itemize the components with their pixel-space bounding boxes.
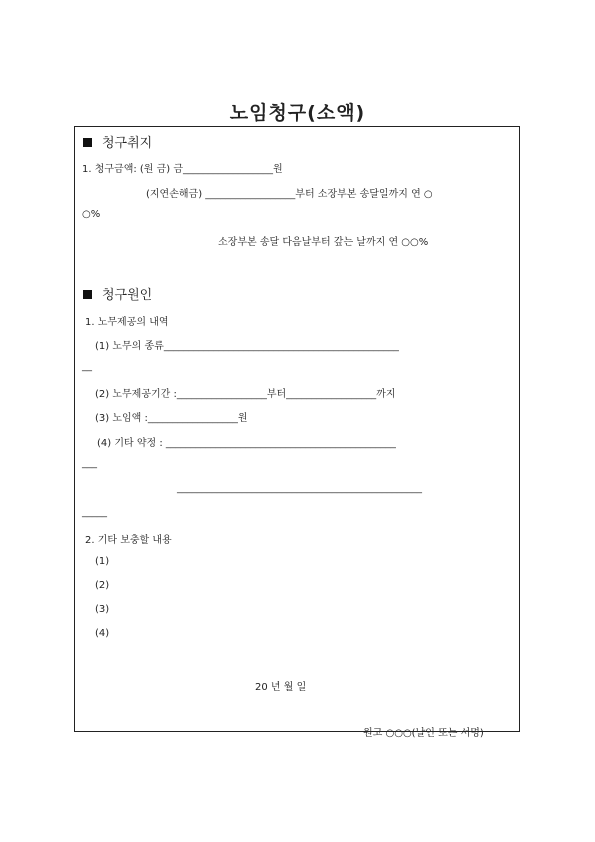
form-frame [74, 126, 520, 739]
supplement-title: 2. 기타 보충할 내용 [85, 535, 172, 546]
date-line: 20 년 월 일 [255, 682, 307, 693]
claim-amount-line: 1. 청구금액: (원 금) 금__________________원 [82, 164, 283, 175]
labor-details-title: 1. 노무제공의 내역 [85, 317, 169, 328]
other-terms-continued: ___ [82, 458, 97, 469]
delay-damages-line: (지연손해금) __________________부터 소장부본 송달일까지 연 ○ [146, 189, 433, 200]
interest-rate-line: 소장부본 송달 다음날부터 갚는 날까지 연 ○○% [218, 237, 429, 248]
other-terms-blank-continued: _____ [82, 507, 107, 518]
other-terms-line: (4) 기타 약정 : ______________________________________________ [97, 438, 396, 449]
labor-period-line: (2) 노무제공기간 :__________________부터__________________까지 [95, 389, 396, 400]
section-heading: 청구원인 [102, 288, 153, 303]
page-title: 노임청구(소액) [229, 102, 366, 124]
section-heading: 청구취지 [102, 136, 153, 151]
delay-damages-continued: ○% [82, 209, 101, 220]
supplement-item: (2) [95, 580, 110, 591]
section-claim-cause [83, 284, 152, 303]
other-terms-blank-line: _________________________________________________ [177, 483, 422, 494]
supplement-item: (1) [95, 556, 110, 567]
section-claim-purpose [83, 132, 152, 151]
black-square-icon [83, 138, 92, 147]
labor-type-continued: __ [82, 361, 92, 372]
signature-line: 원고 ○○○(날인 또는 서명) [363, 728, 484, 739]
labor-type-line: (1) 노무의 종류_______________________________________________ [95, 341, 399, 352]
wage-amount-line: (3) 노임액 :__________________원 [95, 413, 248, 424]
black-square-icon [83, 290, 92, 299]
supplement-item: (4) [95, 628, 110, 639]
supplement-item: (3) [95, 604, 110, 615]
